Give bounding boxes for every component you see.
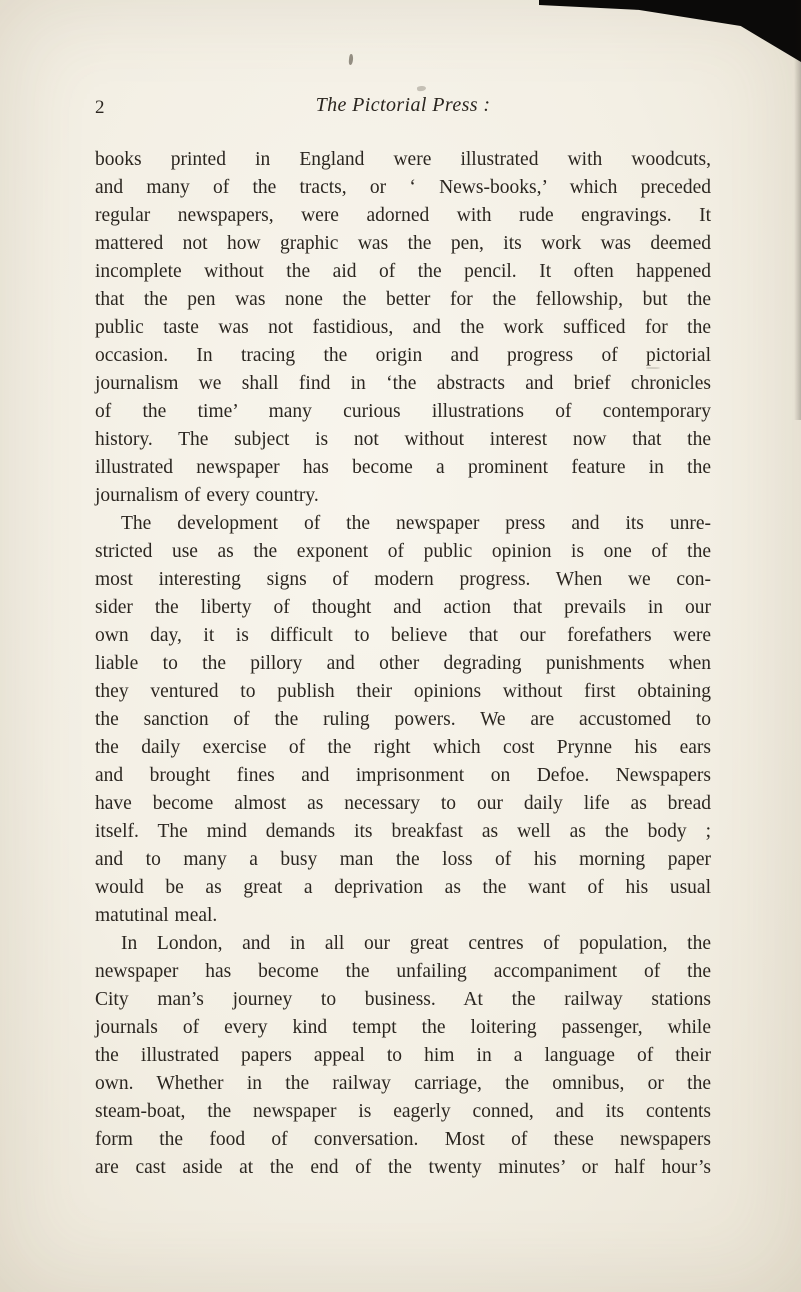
text-line: have become almost as necessary to our daily life as bread <box>95 793 711 814</box>
text-line: that the pen was none the better for the fellowship, but the <box>95 289 711 310</box>
text-line: would be as great a deprivation as the want of his usual <box>95 877 711 898</box>
paragraph <box>95 930 711 1182</box>
ink-speck <box>417 85 427 91</box>
text-line: own. Whether in the railway carriage, the omnibus, or the <box>95 1073 711 1094</box>
text-line: itself. The mind demands its breakfast as well as the body ; <box>95 821 711 842</box>
text-line: illustrated newspaper has become a prominent feature in the <box>95 457 711 478</box>
paragraph <box>95 510 711 930</box>
page-number: 2 <box>95 97 105 118</box>
text-line: and brought fines and imprisonment on Defoe. Newspapers <box>95 765 711 786</box>
text-line: the daily exercise of the right which cost Prynne his ears <box>95 737 711 758</box>
text-line: regular newspapers, were adorned with rude engravings. It <box>95 205 711 226</box>
text-line: form the food of conversation. Most of these newspapers <box>95 1129 711 1150</box>
text-line: City man’s journey to business. At the railway stations <box>95 989 711 1010</box>
text-line: incomplete without the aid of the pencil. It often happened <box>95 261 711 282</box>
scan-edge-artifact <box>539 0 801 62</box>
ink-speck <box>348 54 353 65</box>
text-line: are cast aside at the end of the twenty minutes’ or half hour’s <box>95 1157 711 1178</box>
text-line: most interesting signs of modern progress. When we con- <box>95 569 711 590</box>
text-line: In London, and in all our great centres of population, the <box>121 933 711 954</box>
text-line: matutinal meal. <box>95 905 218 926</box>
text-line: public taste was not fastidious, and the work sufficed for the <box>95 317 711 338</box>
text-line: The development of the newspaper press and its unre- <box>121 513 711 534</box>
text-line: journals of every kind tempt the loitering passenger, while <box>95 1017 711 1038</box>
text-line: liable to the pillory and other degrading punishments when <box>95 653 711 674</box>
text-line: and to many a busy man the loss of his morning paper <box>95 849 711 870</box>
body-text <box>95 146 711 1182</box>
text-line: sider the liberty of thought and action that prevails in our <box>95 597 711 618</box>
running-title: The Pictorial Press : <box>315 94 491 116</box>
text-line: stricted use as the exponent of public opinion is one of the <box>95 541 711 562</box>
text-line: journalism of every country. <box>95 485 319 506</box>
text-line: books printed in England were illustrated with woodcuts, <box>95 149 711 170</box>
text-line: the sanction of the ruling powers. We are accustomed to <box>95 709 711 730</box>
text-line: history. The subject is not without interest now that the <box>95 429 711 450</box>
page-header <box>95 94 711 124</box>
text-line: mattered not how graphic was the pen, its work was deemed <box>95 233 711 254</box>
text-line: of the time’ many curious illustrations of contemporary <box>95 401 711 422</box>
text-line: occasion. In tracing the origin and progress of pictorial <box>95 345 711 366</box>
text-line: own day, it is difficult to believe that our forefathers were <box>95 625 711 646</box>
page-edge-shadow <box>794 0 801 420</box>
text-line: and many of the tracts, or ‘ News-books,’ which preceded <box>95 177 711 198</box>
text-line: newspaper has become the unfailing accompaniment of the <box>95 961 711 982</box>
text-line: journalism we shall find in ‘the abstracts and brief chronicles <box>95 373 711 394</box>
text-line: steam-boat, the newspaper is eagerly conned, and its contents <box>95 1101 711 1122</box>
paragraph <box>95 146 711 510</box>
text-line: the illustrated papers appeal to him in a language of their <box>95 1045 711 1066</box>
text-line: they ventured to publish their opinions without first obtaining <box>95 681 711 702</box>
